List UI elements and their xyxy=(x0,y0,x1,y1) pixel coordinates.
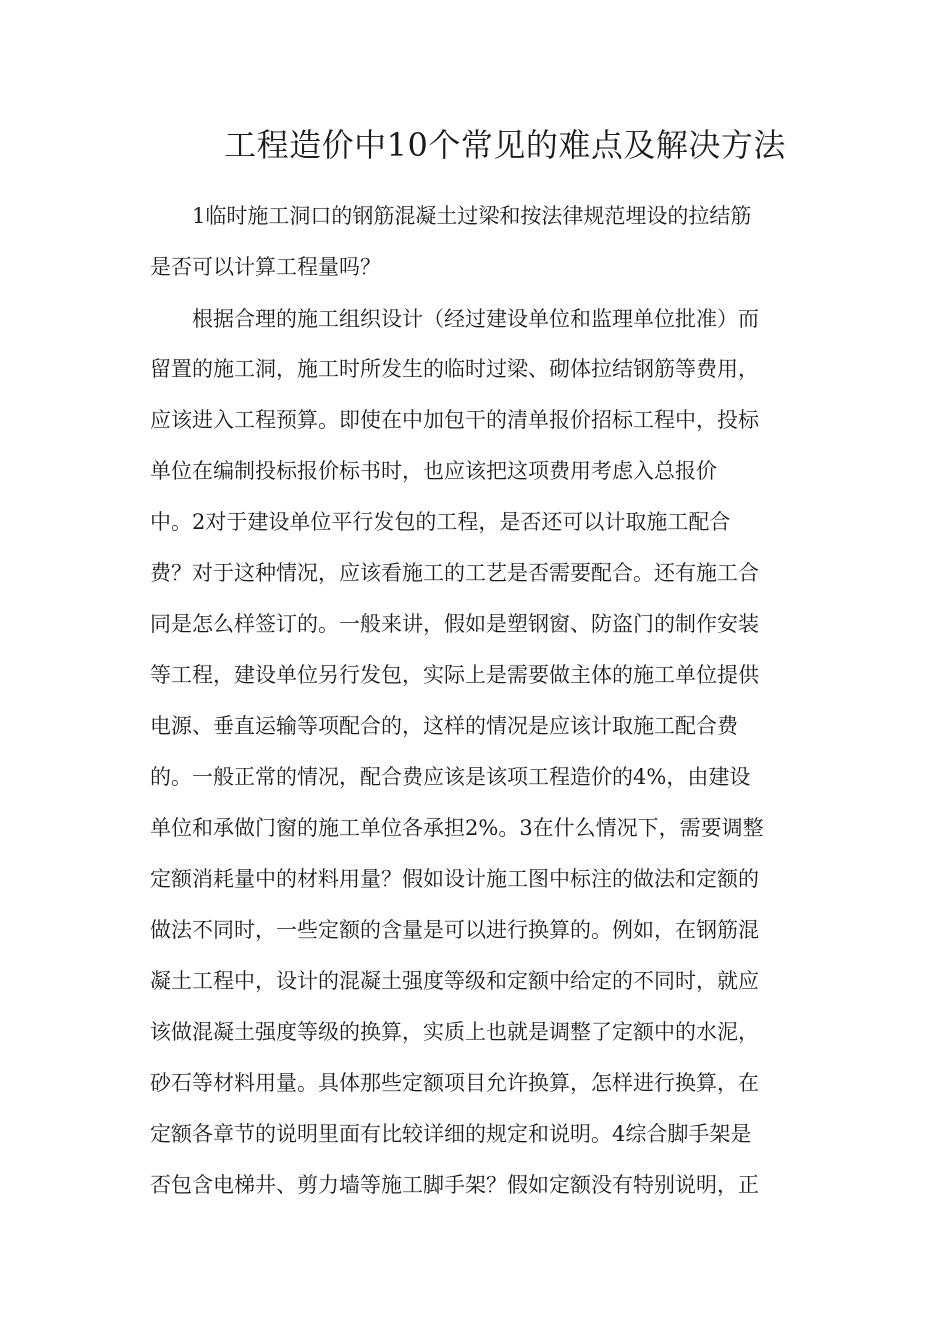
paragraph-line: 中。2对于建设单位平行发包的工程，是否还可以计取施工配合 xyxy=(150,510,731,534)
paragraph-line: 应该进入工程预算。即使在中加包干的清单报价招标工程中，投标 xyxy=(150,408,759,432)
paragraph-line: 留置的施工洞，施工时所发生的临时过梁、砌体拉结钢筋等费用， xyxy=(150,357,759,381)
paragraph-line: 否包含电梯井、剪力墙等施工脚手架？假如定额没有特别说明，正 xyxy=(150,1173,759,1197)
document-title: 工程造价中10个常见的难点及解决方法 xyxy=(224,126,786,164)
paragraph-line: 单位在编制投标报价标书时，也应该把这项费用考虑入总报价 xyxy=(150,459,717,483)
paragraph-line: 等工程，建设单位另行发包，实际上是需要做主体的施工单位提供 xyxy=(150,663,759,687)
paragraph-line: 1临时施工洞口的钢筋混凝土过梁和按法律规范埋设的拉结筋 xyxy=(192,204,752,228)
paragraph-line: 同是怎么样签订的。一般来讲，假如是塑钢窗、防盗门的制作安装 xyxy=(150,612,759,636)
paragraph-line: 凝土工程中，设计的混凝土强度等级和定额中给定的不同时，就应 xyxy=(150,969,759,993)
paragraph-line: 定额各章节的说明里面有比较详细的规定和说明。4综合脚手架是 xyxy=(150,1122,752,1146)
paragraph-line: 单位和承做门窗的施工单位各承担2%。3在什么情况下，需要调整 xyxy=(150,816,764,840)
paragraph-line: 该做混凝土强度等级的换算，实质上也就是调整了定额中的水泥， xyxy=(150,1020,759,1044)
paragraph-line: 电源、垂直运输等项配合的，这样的情况是应该计取施工配合费 xyxy=(150,714,738,738)
paragraph-line: 费？对于这种情况，应该看施工的工艺是否需要配合。还有施工合 xyxy=(150,561,759,585)
paragraph-line: 的。一般正常的情况，配合费应该是该项工程造价的4%，由建设 xyxy=(150,765,751,789)
paragraph-line: 定额消耗量中的材料用量？假如设计施工图中标注的做法和定额的 xyxy=(150,867,759,891)
paragraph-line: 砂石等材料用量。具体那些定额项目允许换算，怎样进行换算，在 xyxy=(150,1071,759,1095)
paragraph-line: 根据合理的施工组织设计（经过建设单位和监理单位批准）而 xyxy=(192,307,759,331)
paragraph-line: 是否可以计算工程量吗？ xyxy=(150,255,381,279)
paragraph-line: 做法不同时，一些定额的含量是可以进行换算的。例如，在钢筋混 xyxy=(150,918,759,942)
